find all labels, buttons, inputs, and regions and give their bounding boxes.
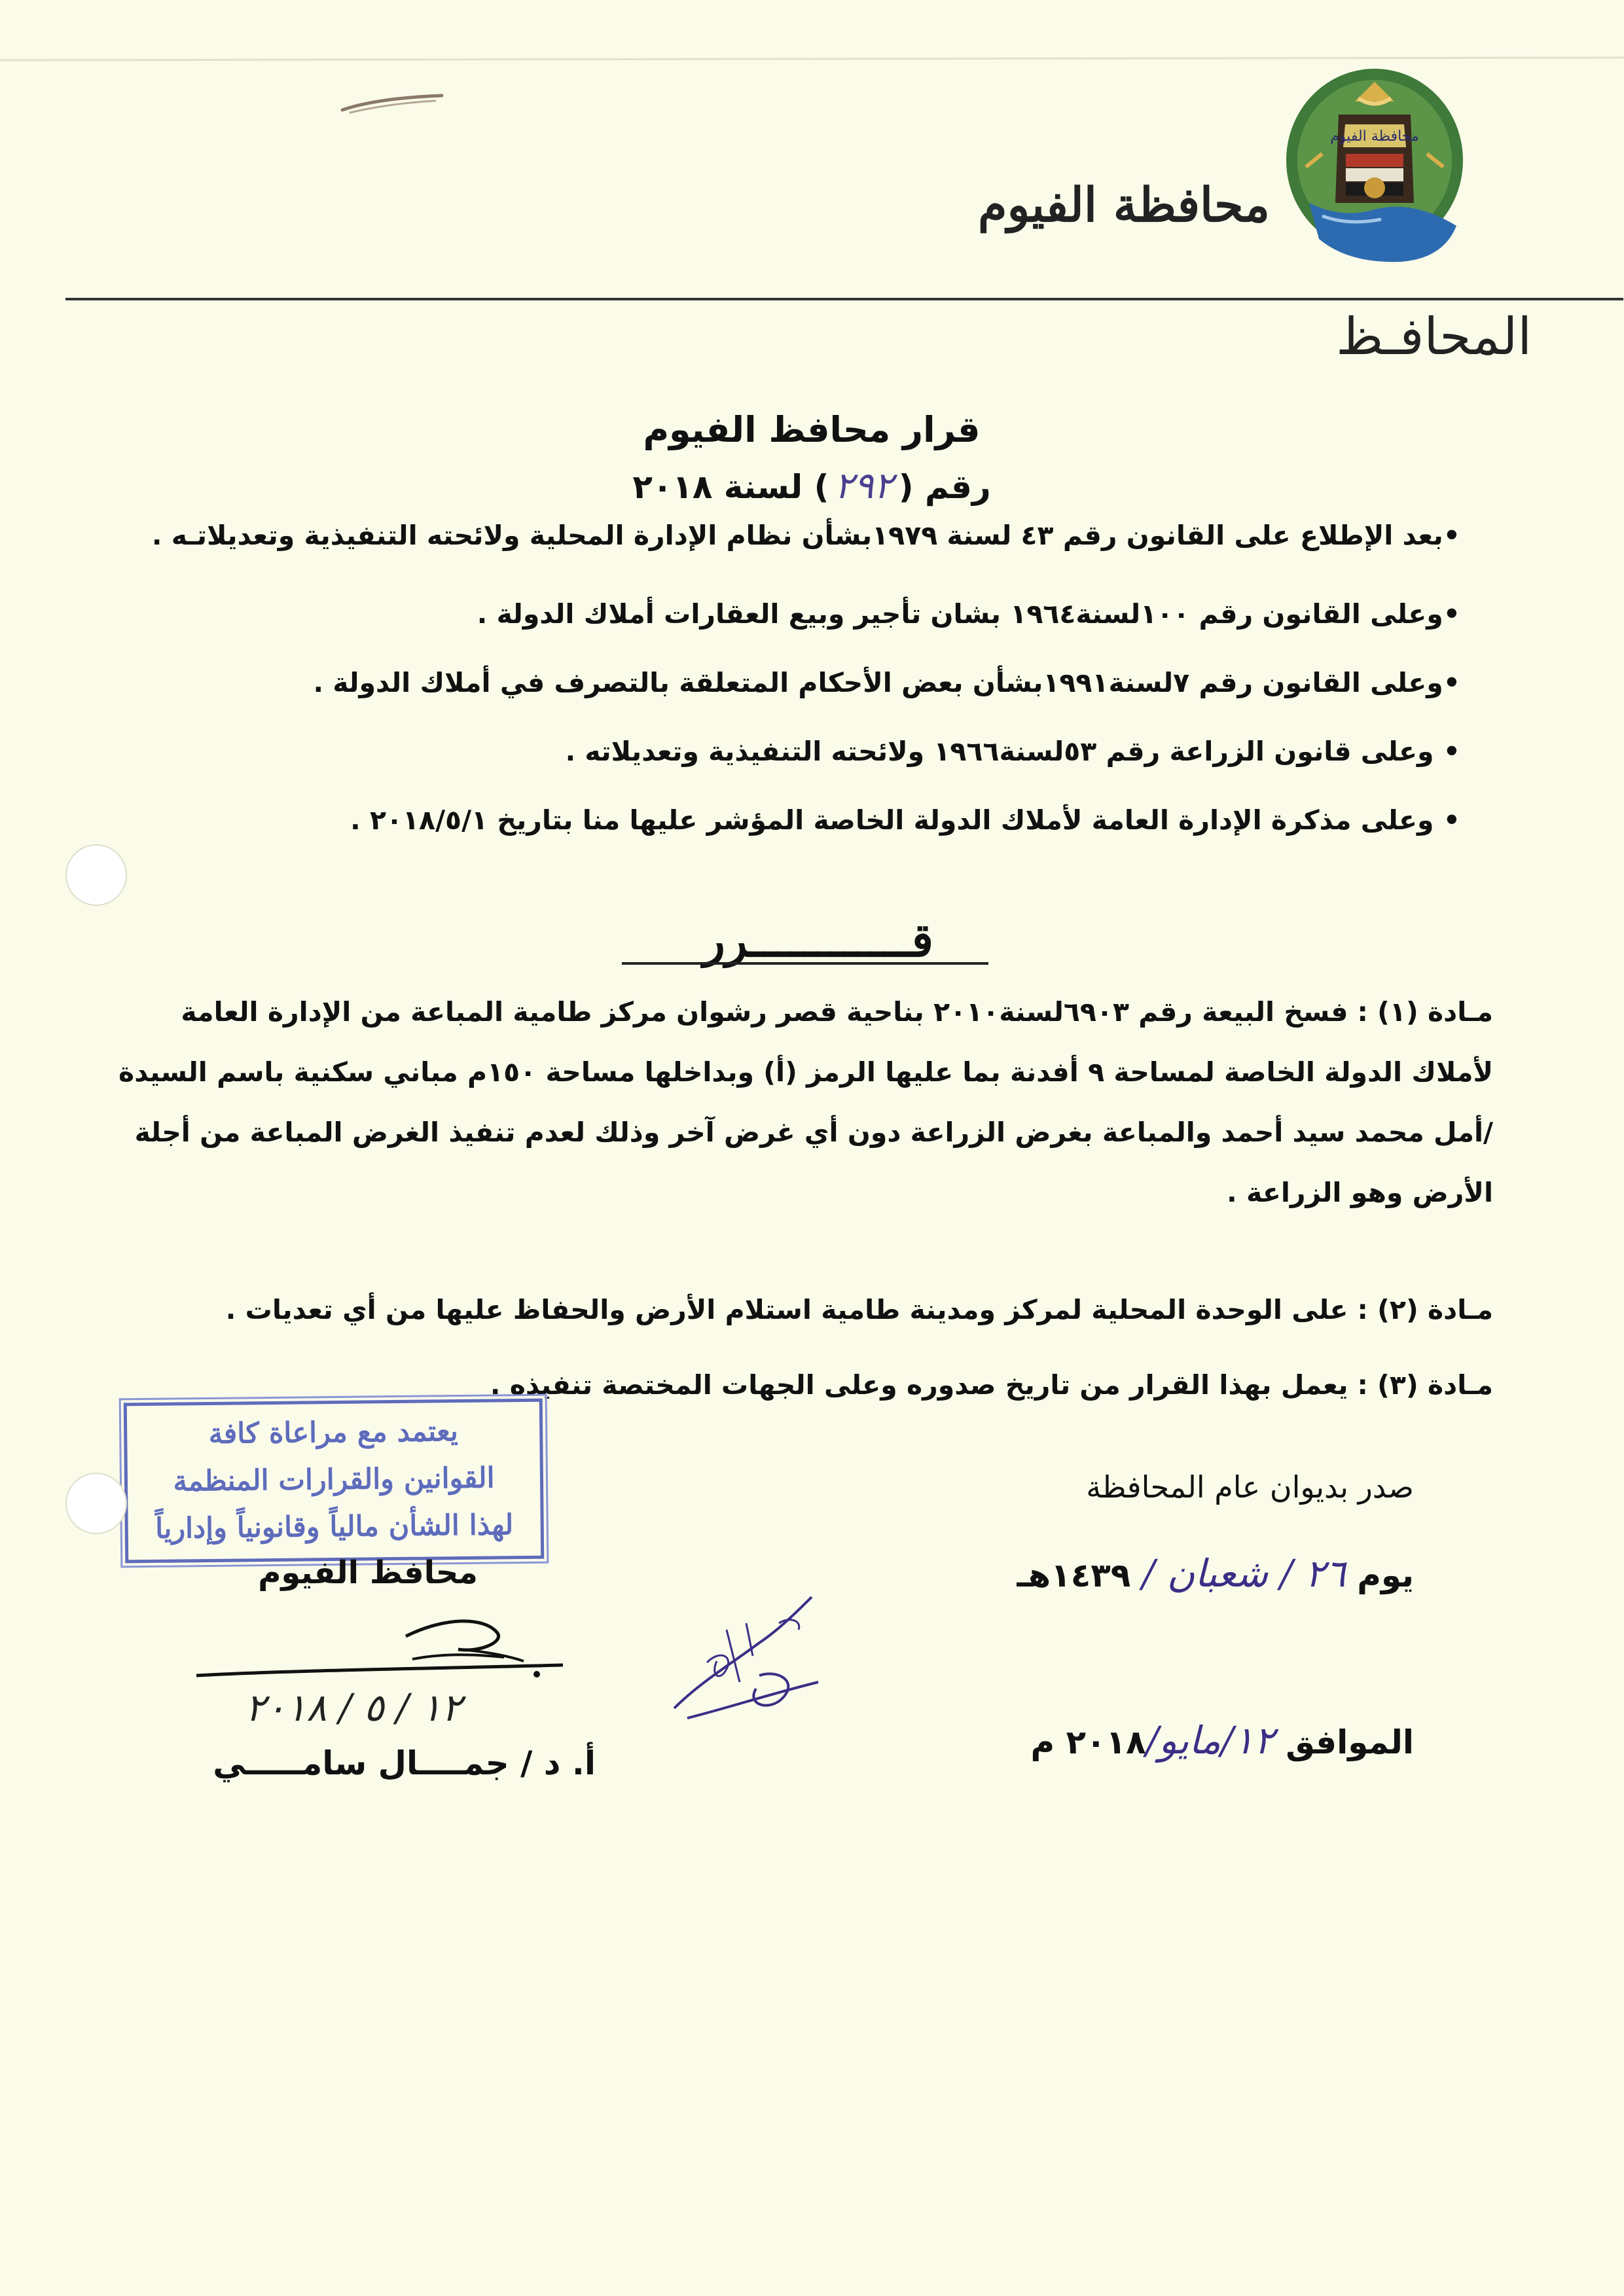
- article-text: على الوحدة المحلية لمركز ومدينة طامية استلام الأرض والحفاظ عليها من أي تعديات .: [225, 1294, 1348, 1325]
- governor-title: محافظ الفيوم: [258, 1554, 478, 1591]
- article-label: مـادة (٢) :: [1357, 1294, 1493, 1325]
- gregorian-date-handwritten: ١٢/مايو/: [1146, 1718, 1274, 1763]
- header-divider: [65, 298, 1623, 300]
- gregorian-year: ٢٠١٨ م: [1030, 1723, 1146, 1761]
- office-title: المحافـظ: [1336, 308, 1532, 367]
- decides-underline: [622, 962, 988, 965]
- preamble-item: • وعلى قانون الزراعة رقم ٥٣لسنة١٩٦٦ ولائحته التنفيذية وتعديلاته .: [565, 736, 1460, 767]
- approval-stamp: [124, 1399, 545, 1564]
- reviewer-signature: [648, 1584, 857, 1741]
- hijri-date-handwritten: ٢٦ / شعبان /: [1142, 1551, 1346, 1596]
- preamble-item: •بعد الإطلاع على القانون رقم ٤٣ لسنة ١٩٧٩بشأن نظام الإدارة المحلية ولائحته التنفيذية وتعديلاتـه .: [151, 520, 1460, 551]
- decision-title: قرار محافظ الفيوم: [643, 409, 981, 450]
- punch-hole: [65, 1473, 127, 1534]
- governorate-name: محافظة الفيوم: [978, 177, 1270, 232]
- punch-hole: [65, 844, 127, 906]
- governor-signed-date: ١٢ / ٥ / ٢٠١٨: [245, 1685, 462, 1730]
- hijri-label: يوم: [1357, 1556, 1414, 1594]
- article-text: فسخ البيعة رقم ٦٩٠٣لسنة٢٠١٠ بناحية قصر رشوان مركز طامية المباعة من الإدارة العامة لأملاك الدولة الخاصة لمساحة ٩ أفدنة بما عليها الرمز (أ) وبداخلها مساحة ١٥٠م مباني سكنية باسم السيدة /أمل محمد سيد أحمد والمباعة بغرض الزراعة دون أي غرض آخر وذلك لعدم تنفيذ الغرض المباعة من أجلة الأرض وهو الزراعة .: [118, 996, 1493, 1208]
- decision-number-suffix: ) لسنة ٢٠١٨: [632, 468, 829, 506]
- gregorian-date: [936, 1718, 1414, 1784]
- gregorian-label: الموافق: [1286, 1723, 1414, 1761]
- stamp-line: يعتمد مع مراعاة كافة: [208, 1415, 459, 1450]
- article-text: يعمل بهذا القرار من تاريخ صدوره وعلى الجهات المختصة تنفيذه .: [490, 1369, 1348, 1401]
- decision-number-prefix: رقم (: [898, 468, 991, 506]
- article-1: [118, 982, 1493, 1289]
- stamp-line: لهذا الشأن مالياً وقانونياً وإدارياً: [154, 1509, 514, 1545]
- hijri-year: ١٤٣٩هـ: [1017, 1556, 1131, 1594]
- decision-number-value: ٢٩٢: [834, 465, 893, 507]
- preamble-item: •وعلى القانون رقم ١٠٠لسنة١٩٦٤ بشان تأجير وبيع العقارات أملاك الدولة .: [477, 598, 1460, 630]
- preamble-item: •وعلى القانون رقم ٧لسنة١٩٩١بشأن بعض الأحكام المتعلقة بالتصرف في أملاك الدولة .: [313, 667, 1460, 698]
- stamp-line: القوانين والقرارات المنظمة: [173, 1462, 495, 1498]
- preamble-item: • وعلى مذكرة الإدارة العامة لأملاك الدولة الخاصة المؤشر عليها منا بتاريخ ٢٠١٨/٥/١ .: [350, 804, 1460, 836]
- article-label: مـادة (١) :: [1357, 996, 1493, 1028]
- article-2: [118, 1280, 1493, 1338]
- governor-name: أ. د / جمــــال سامـــــي: [213, 1744, 596, 1782]
- decides-heading: قــــــــــــرر: [703, 913, 933, 967]
- emblem-text: محافظة الفيوم: [1330, 128, 1419, 145]
- article-label: مـادة (٣) :: [1357, 1369, 1493, 1401]
- governorate-emblem: [1283, 62, 1479, 272]
- staple-mark: [337, 92, 448, 118]
- hijri-date: [916, 1551, 1414, 1617]
- scan-top-edge: [0, 0, 1624, 65]
- issued-place: صدر بديوان عام المحافظة: [1086, 1469, 1414, 1505]
